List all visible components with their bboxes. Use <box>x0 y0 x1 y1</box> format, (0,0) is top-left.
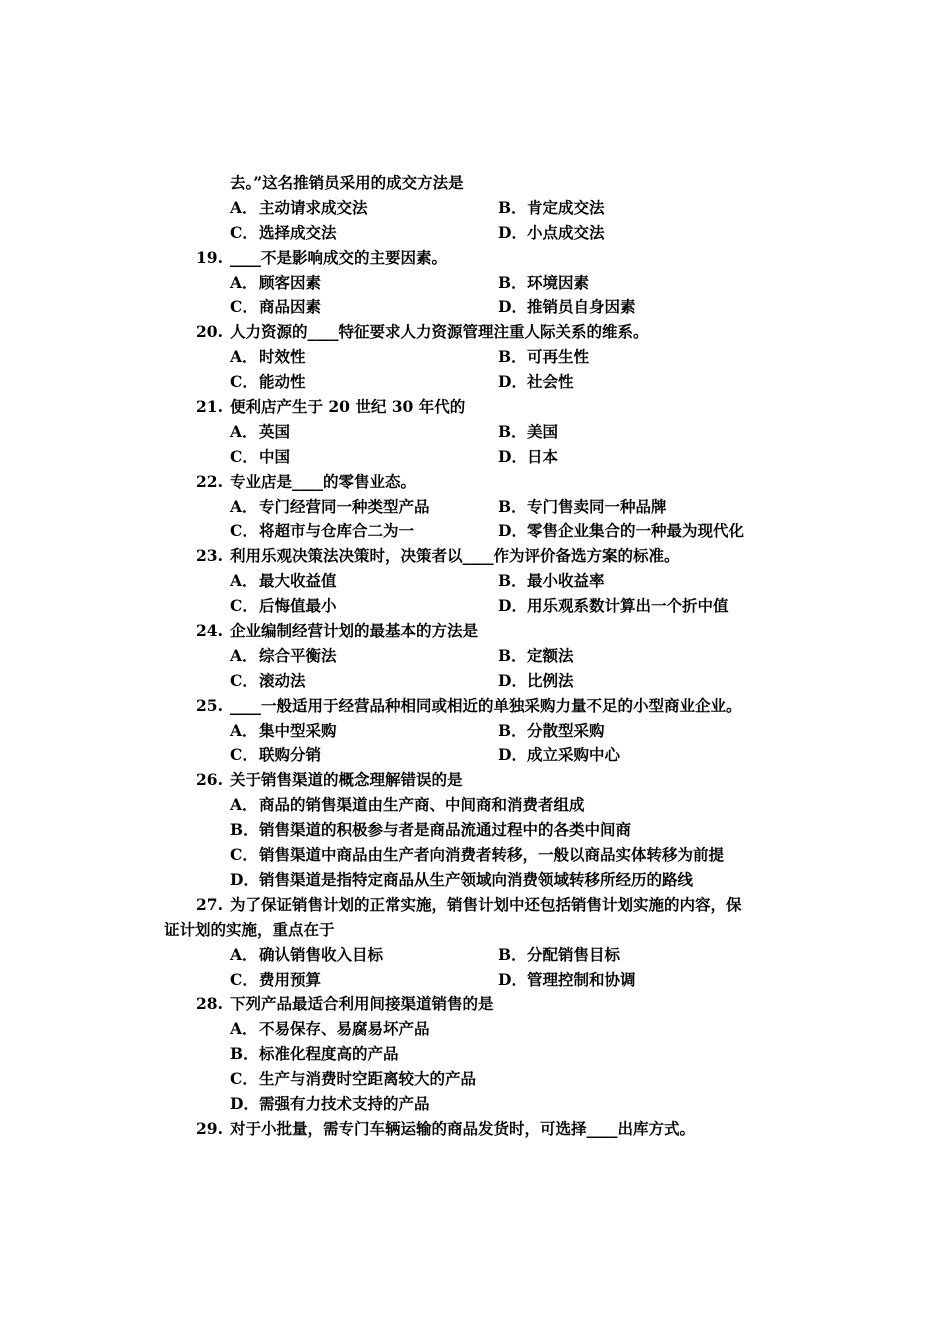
question-23-options-row-1 <box>0 569 950 594</box>
exam-page <box>0 171 950 1142</box>
question-22-options-row-2 <box>0 519 950 544</box>
option-b: B．分配销售目标 <box>498 944 621 964</box>
option-d: D．成立采购中心 <box>498 745 621 765</box>
option-c: C．将超市与仓库合二为一 <box>230 521 415 541</box>
option-c: C．选择成交法 <box>230 222 337 242</box>
option-d: D．比例法 <box>498 670 574 690</box>
option-c: C．联购分销 <box>230 745 322 765</box>
question-25-stem: 25. ____一般适用于经营品种相同或相近的单独采购力量不足的小型商业企业。 <box>196 695 742 715</box>
option-c: C．中国 <box>230 446 291 466</box>
question-26-option-b: B．销售渠道的积极参与者是商品流通过程中的各类中间商 <box>230 820 632 840</box>
question-19-stem: 19. ____不是影响成交的主要因素。 <box>196 247 448 267</box>
question-26-option-a: A．商品的销售渠道由生产商、中间商和消费者组成 <box>230 795 585 815</box>
question-24-options-row-1 <box>0 644 950 669</box>
option-c: C．能动性 <box>230 372 306 392</box>
question-29-stem: 29. 对于小批量，需专门车辆运输的商品发货时，可选择____出库方式。 <box>196 1118 696 1138</box>
option-a: A．综合平衡法 <box>230 645 337 665</box>
option-c: C．后悔值最小 <box>230 596 337 616</box>
option-c: C．商品因素 <box>230 297 322 317</box>
question-27-options-row-2 <box>0 968 950 993</box>
question-19-options-row-1 <box>0 271 950 296</box>
question-23-options-row-2 <box>0 594 950 619</box>
question-22-stem: 22. 专业店是____的零售业态。 <box>196 471 417 491</box>
question-24-options-row-2 <box>0 669 950 694</box>
question-27-stem-line-2: 证计划的实施，重点在于 <box>164 919 335 939</box>
question-21-options-row-1 <box>0 420 950 445</box>
option-a: A．确认销售收入目标 <box>230 944 384 964</box>
option-a: A．英国 <box>230 421 291 441</box>
option-d: D．管理控制和协调 <box>498 969 636 989</box>
question-26-option-d: D．销售渠道是指特定商品从生产领域向消费领域转移所经历的路线 <box>230 869 694 889</box>
question-19-options-row-2 <box>0 295 950 320</box>
question-21-stem: 21. 便利店产生于 20 世纪 30 年代的 <box>196 397 466 417</box>
option-b: B．分散型采购 <box>498 720 605 740</box>
option-b: B．定额法 <box>498 645 574 665</box>
option-a: A．主动请求成交法 <box>230 197 368 217</box>
question-28-option-b: B．标准化程度高的产品 <box>230 1044 399 1064</box>
question-28-option-a: A．不易保存、易腐易坏产品 <box>230 1019 430 1039</box>
option-a: A．集中型采购 <box>230 720 337 740</box>
question-25-options-row-2 <box>0 743 950 768</box>
option-d: D．零售企业集合的一种最为现代化 <box>498 521 745 541</box>
option-d: D．社会性 <box>498 372 574 392</box>
question-28-option-d: D．需强有力技术支持的产品 <box>230 1093 430 1113</box>
option-b: B．专门售卖同一种品牌 <box>498 496 667 516</box>
option-b: B．美国 <box>498 421 559 441</box>
option-d: D．推销员自身因素 <box>498 297 636 317</box>
question-26-option-c: C．销售渠道中商品由生产者向消费者转移，一般以商品实体转移为前提 <box>230 845 725 865</box>
question-22-options-row-1 <box>0 495 950 520</box>
question-18-options-row-2 <box>0 221 950 246</box>
option-c: C．滚动法 <box>230 670 306 690</box>
option-a: A．最大收益值 <box>230 571 337 591</box>
option-c: C．费用预算 <box>230 969 322 989</box>
question-20-options-row-2 <box>0 370 950 395</box>
question-27-options-row-1 <box>0 943 950 968</box>
option-b: B．可再生性 <box>498 347 590 367</box>
question-28-stem: 28. 下列产品最适合利用间接渠道销售的是 <box>196 994 494 1014</box>
question-21-options-row-2 <box>0 445 950 470</box>
option-a: A．专门经营同一种类型产品 <box>230 496 430 516</box>
option-a: A．时效性 <box>230 347 306 367</box>
question-23-stem: 23. 利用乐观决策法决策时，决策者以____作为评价备选方案的标准。 <box>196 546 680 566</box>
question-18-stem-continuation: 去。”这名推销员采用的成交方法是 <box>230 173 464 192</box>
option-b: B．环境因素 <box>498 272 590 292</box>
question-20-stem: 20. 人力资源的____特征要求人力资源管理注重人际关系的维系。 <box>196 322 649 342</box>
question-28-option-c: C．生产与消费时空距离较大的产品 <box>230 1069 477 1089</box>
question-27-stem-line-1: 27. 为了保证销售计划的正常实施，销售计划中还包括销售计划实施的内容，保 <box>196 894 742 914</box>
option-d: D．用乐观系数计算出一个折中值 <box>498 596 729 616</box>
question-25-options-row-1 <box>0 719 950 744</box>
question-20-options-row-1 <box>0 345 950 370</box>
option-a: A．顾客因素 <box>230 272 322 292</box>
question-18-options-row-1 <box>0 196 950 221</box>
question-24-stem: 24. 企业编制经营计划的最基本的方法是 <box>196 621 479 641</box>
option-d: D．小点成交法 <box>498 222 605 242</box>
question-26-stem: 26. 关于销售渠道的概念理解错误的是 <box>196 770 463 790</box>
option-d: D．日本 <box>498 446 559 466</box>
option-b: B．肯定成交法 <box>498 197 605 217</box>
option-b: B．最小收益率 <box>498 571 605 591</box>
